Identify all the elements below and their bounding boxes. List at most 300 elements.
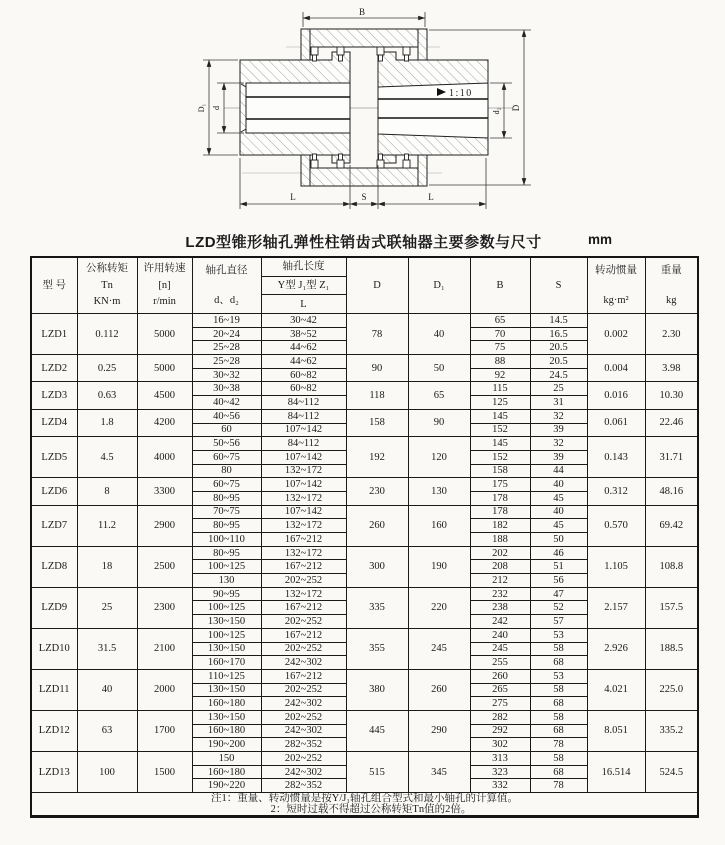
cell-bore-range: 130~150 <box>192 683 261 697</box>
speed-unit: r/min <box>153 296 176 308</box>
cell-inertia: 16.514 <box>587 752 645 793</box>
label-L-left: L <box>290 192 296 202</box>
cell-bore-range: 20~24 <box>192 327 261 341</box>
table-row-lzd12-sub1 <box>31 710 698 724</box>
table-footer <box>31 793 698 817</box>
cell-length-range: 132~172 <box>261 546 346 560</box>
title-row <box>30 228 697 254</box>
length-types: Y型 J₁型 Z₁ <box>262 276 346 295</box>
cell-B: 92 <box>470 368 530 382</box>
cell-model: LZD13 <box>31 752 77 793</box>
cell-weight: 31.71 <box>645 437 698 478</box>
col-header-weight <box>645 257 698 314</box>
cell-weight: 22.46 <box>645 409 698 436</box>
col-header-bore <box>192 257 261 314</box>
cell-bore-range: 80 <box>192 464 261 478</box>
cell-length-range: 84~112 <box>261 437 346 451</box>
cell-S: 50 <box>530 533 587 547</box>
cell-S: 56 <box>530 574 587 588</box>
pin-bottom-1 <box>311 154 318 168</box>
cell-B: 145 <box>470 409 530 423</box>
cell-S: 47 <box>530 587 587 601</box>
cell-bore-range: 130~150 <box>192 642 261 656</box>
label-B: B <box>358 7 366 17</box>
cell-inertia: 0.016 <box>587 382 645 409</box>
cell-length-range: 107~142 <box>261 450 346 464</box>
cell-length-range: 44~62 <box>261 341 346 355</box>
cell-torque: 0.63 <box>77 382 137 409</box>
table-row-lzd7-sub1 <box>31 505 698 519</box>
cell-B: 175 <box>470 478 530 492</box>
cell-B: 332 <box>470 779 530 793</box>
left-bore <box>246 83 350 133</box>
cell-weight: 225.0 <box>645 669 698 710</box>
cell-weight: 3.98 <box>645 355 698 382</box>
cell-B: 202 <box>470 546 530 560</box>
sleeve-top-cap-right <box>418 29 427 60</box>
cell-S: 68 <box>530 765 587 779</box>
cell-bore-range: 25~28 <box>192 355 261 369</box>
coupling-section-drawing <box>0 0 725 226</box>
cell-length-range: 242~302 <box>261 724 346 738</box>
cell-length-range: 202~252 <box>261 642 346 656</box>
cell-weight: 188.5 <box>645 628 698 669</box>
table-row-lzd3-sub1 <box>31 382 698 396</box>
cell-model: LZD9 <box>31 587 77 628</box>
cell-speed: 2300 <box>137 587 192 628</box>
cell-bore-range: 130~150 <box>192 615 261 629</box>
notes-cell <box>31 793 698 817</box>
table-row-lzd6-sub1 <box>31 478 698 492</box>
cell-speed: 4500 <box>137 382 192 409</box>
cell-S: 52 <box>530 601 587 615</box>
label-D1: D₁ <box>197 103 206 113</box>
cell-B: 240 <box>470 628 530 642</box>
cell-B: 323 <box>470 765 530 779</box>
cell-B: 178 <box>470 505 530 519</box>
cell-torque: 11.2 <box>77 505 137 546</box>
label-D: D <box>511 104 521 112</box>
cell-S: 78 <box>530 779 587 793</box>
col-header-inertia <box>587 257 645 314</box>
cell-bore-range: 50~56 <box>192 437 261 451</box>
cell-S: 24.5 <box>530 368 587 382</box>
cell-D: 300 <box>346 546 408 587</box>
cell-bore-range: 150 <box>192 752 261 766</box>
cell-D: 445 <box>346 710 408 751</box>
sleeve-bottom-cap-right <box>418 155 427 186</box>
cell-model: LZD1 <box>31 314 77 355</box>
cell-inertia: 0.061 <box>587 409 645 436</box>
cell-S: 58 <box>530 642 587 656</box>
cell-B: 208 <box>470 560 530 574</box>
cell-inertia: 4.021 <box>587 669 645 710</box>
cell-bore-range: 190~220 <box>192 779 261 793</box>
cell-model: LZD6 <box>31 478 77 505</box>
cell-bore-range: 60~75 <box>192 450 261 464</box>
cell-inertia: 8.051 <box>587 710 645 751</box>
cell-S: 32 <box>530 409 587 423</box>
cell-D: 158 <box>346 409 408 436</box>
cell-speed: 2900 <box>137 505 192 546</box>
cell-inertia: 0.143 <box>587 437 645 478</box>
cell-B: 238 <box>470 601 530 615</box>
cell-B: 152 <box>470 423 530 437</box>
cell-S: 51 <box>530 560 587 574</box>
cell-speed: 1500 <box>137 752 192 793</box>
cell-bore-range: 100~125 <box>192 560 261 574</box>
cell-bore-range: 80~95 <box>192 519 261 533</box>
pin-top-4 <box>403 47 410 61</box>
S-label: S <box>555 279 562 291</box>
pin-bottom-4 <box>403 154 410 168</box>
cell-B: 125 <box>470 396 530 410</box>
cell-D1: 50 <box>408 355 470 382</box>
cell-torque: 100 <box>77 752 137 793</box>
cell-torque: 1.8 <box>77 409 137 436</box>
cell-inertia: 0.312 <box>587 478 645 505</box>
table-body <box>31 314 698 793</box>
cell-bore-range: 100~110 <box>192 533 261 547</box>
cell-model: LZD12 <box>31 710 77 751</box>
speed-symbol: [n] <box>158 279 171 291</box>
cell-B: 260 <box>470 669 530 683</box>
cell-S: 16.5 <box>530 327 587 341</box>
cell-inertia: 1.105 <box>587 546 645 587</box>
cell-B: 242 <box>470 615 530 629</box>
length-title: 轴孔长度 <box>282 261 325 273</box>
cell-length-range: 242~302 <box>261 656 346 670</box>
cell-S: 44 <box>530 464 587 478</box>
cell-D1: 120 <box>408 437 470 478</box>
cell-S: 39 <box>530 423 587 437</box>
cell-speed: 4000 <box>137 437 192 478</box>
cell-speed: 1700 <box>137 710 192 751</box>
cell-inertia: 0.002 <box>587 314 645 355</box>
cell-B: 158 <box>470 464 530 478</box>
cell-model: LZD3 <box>31 382 77 409</box>
table-row-lzd9-sub1 <box>31 587 698 601</box>
cell-B: 265 <box>470 683 530 697</box>
unit-label: mm <box>588 232 613 247</box>
B-label: B <box>496 279 504 291</box>
cell-B: 75 <box>470 341 530 355</box>
cell-S: 68 <box>530 656 587 670</box>
cell-D: 335 <box>346 587 408 628</box>
cell-length-range: 167~212 <box>261 628 346 642</box>
cell-torque: 0.25 <box>77 355 137 382</box>
cell-length-range: 282~352 <box>261 779 346 793</box>
cell-S: 20.5 <box>530 355 587 369</box>
cell-model: LZD11 <box>31 669 77 710</box>
cell-B: 182 <box>470 519 530 533</box>
cell-D: 192 <box>346 437 408 478</box>
cell-weight: 10.30 <box>645 382 698 409</box>
cell-bore-range: 130~150 <box>192 710 261 724</box>
cell-weight: 524.5 <box>645 752 698 793</box>
cell-length-range: 242~302 <box>261 697 346 711</box>
table-row-lzd1-sub1 <box>31 314 698 328</box>
cell-D1: 65 <box>408 382 470 409</box>
cell-length-range: 44~62 <box>261 355 346 369</box>
note-2: 2：短时过载不得超过公称转矩Tn值的2倍。 <box>270 804 472 816</box>
inertia-title: 转动惯量 <box>595 265 637 276</box>
cell-bore-range: 60 <box>192 423 261 437</box>
label-d2: d₂ <box>492 107 501 115</box>
col-header-S <box>530 257 587 314</box>
cell-speed: 2000 <box>137 669 192 710</box>
cell-length-range: 202~252 <box>261 683 346 697</box>
cell-D: 90 <box>346 355 408 382</box>
cell-bore-range: 160~170 <box>192 656 261 670</box>
page-title: LZD型锥形轴孔弹性柱销齿式联轴器主要参数与尺寸 <box>185 234 542 251</box>
note-1: 注1：重量、转动惯量是按Y/J₁轴孔组合型式和最小轴孔的计算值。 <box>211 793 518 805</box>
cell-D1: 40 <box>408 314 470 355</box>
label-d: d <box>212 106 221 110</box>
cell-length-range: 60~82 <box>261 368 346 382</box>
cell-model: LZD2 <box>31 355 77 382</box>
cell-model: LZD8 <box>31 546 77 587</box>
cell-S: 58 <box>530 683 587 697</box>
cell-bore-range: 110~125 <box>192 669 261 683</box>
cell-S: 25 <box>530 382 587 396</box>
inertia-unit: kg·m² <box>603 294 629 306</box>
torque-symbol: Tn <box>101 279 113 291</box>
cell-B: 188 <box>470 533 530 547</box>
cell-D: 260 <box>346 505 408 546</box>
cell-model: LZD10 <box>31 628 77 669</box>
cell-D1: 90 <box>408 409 470 436</box>
cell-D1: 160 <box>408 505 470 546</box>
cell-model: LZD4 <box>31 409 77 436</box>
pin-top-1 <box>311 47 318 61</box>
cell-D1: 345 <box>408 752 470 793</box>
cell-length-range: 107~142 <box>261 505 346 519</box>
length-symbol: L <box>262 294 346 313</box>
cell-speed: 4200 <box>137 409 192 436</box>
coupling-drawing-area <box>0 0 725 226</box>
cell-bore-range: 25~28 <box>192 341 261 355</box>
cell-torque: 18 <box>77 546 137 587</box>
cell-B: 275 <box>470 697 530 711</box>
cell-B: 88 <box>470 355 530 369</box>
table-header <box>31 257 698 314</box>
cell-torque: 25 <box>77 587 137 628</box>
cell-bore-range: 80~95 <box>192 546 261 560</box>
cell-length-range: 282~352 <box>261 738 346 752</box>
bore-title: 轴孔直径 <box>205 265 248 276</box>
cell-S: 68 <box>530 724 587 738</box>
table-row-lzd2-sub1 <box>31 355 698 369</box>
speed-title: 许用转速 <box>143 263 186 275</box>
cell-D: 230 <box>346 478 408 505</box>
table-row-lzd11-sub1 <box>31 669 698 683</box>
cell-torque: 8 <box>77 478 137 505</box>
cell-S: 53 <box>530 669 587 683</box>
parameter-table <box>30 256 699 818</box>
cell-B: 70 <box>470 327 530 341</box>
cell-length-range: 242~302 <box>261 765 346 779</box>
cell-D1: 260 <box>408 669 470 710</box>
cell-model: LZD5 <box>31 437 77 478</box>
cell-D: 380 <box>346 669 408 710</box>
cell-speed: 2100 <box>137 628 192 669</box>
cell-S: 40 <box>530 478 587 492</box>
cell-D1: 190 <box>408 546 470 587</box>
col-header-torque <box>77 257 137 314</box>
table-row-lzd8-sub1 <box>31 546 698 560</box>
cell-B: 115 <box>470 382 530 396</box>
cell-weight: 335.2 <box>645 710 698 751</box>
label-L-right: L <box>428 192 434 202</box>
cell-length-range: 202~252 <box>261 615 346 629</box>
cell-torque: 40 <box>77 669 137 710</box>
col-header-D1 <box>408 257 470 314</box>
cell-B: 65 <box>470 314 530 328</box>
D1-label: D₁ <box>433 279 445 291</box>
col-header-length <box>261 257 346 314</box>
cell-D: 78 <box>346 314 408 355</box>
cell-D: 515 <box>346 752 408 793</box>
cell-length-range: 132~172 <box>261 464 346 478</box>
cell-torque: 63 <box>77 710 137 751</box>
cell-bore-range: 160~180 <box>192 697 261 711</box>
cell-bore-range: 90~95 <box>192 587 261 601</box>
cell-D1: 220 <box>408 587 470 628</box>
cell-inertia: 0.004 <box>587 355 645 382</box>
col-header-D <box>346 257 408 314</box>
col-header-model-label: 型 号 <box>42 279 67 291</box>
table-row-lzd10-sub1 <box>31 628 698 642</box>
sleeve-bottom-plate <box>301 168 427 186</box>
cell-bore-range: 130 <box>192 574 261 588</box>
cell-S: 46 <box>530 546 587 560</box>
cell-S: 20.5 <box>530 341 587 355</box>
sleeve-top-plate <box>301 29 427 47</box>
cell-weight: 48.16 <box>645 478 698 505</box>
cell-B: 302 <box>470 738 530 752</box>
col-header-B <box>470 257 530 314</box>
cell-length-range: 167~212 <box>261 669 346 683</box>
cell-S: 14.5 <box>530 314 587 328</box>
cell-length-range: 38~52 <box>261 327 346 341</box>
cell-speed: 5000 <box>137 314 192 355</box>
cell-torque: 31.5 <box>77 628 137 669</box>
cell-length-range: 167~212 <box>261 601 346 615</box>
cell-bore-range: 40~56 <box>192 409 261 423</box>
cell-bore-range: 70~75 <box>192 505 261 519</box>
cell-D1: 290 <box>408 710 470 751</box>
cell-bore-range: 60~75 <box>192 478 261 492</box>
cell-bore-range: 160~180 <box>192 765 261 779</box>
cell-B: 212 <box>470 574 530 588</box>
cell-bore-range: 30~38 <box>192 382 261 396</box>
col-header-speed <box>137 257 192 314</box>
cell-inertia: 2.926 <box>587 628 645 669</box>
cell-weight: 2.30 <box>645 314 698 355</box>
cell-length-range: 202~252 <box>261 710 346 724</box>
cell-B: 232 <box>470 587 530 601</box>
cell-S: 68 <box>530 697 587 711</box>
weight-unit: kg <box>666 294 677 306</box>
cell-bore-range: 100~125 <box>192 628 261 642</box>
cell-B: 255 <box>470 656 530 670</box>
cell-bore-range: 30~32 <box>192 368 261 382</box>
cell-B: 178 <box>470 491 530 505</box>
cell-B: 245 <box>470 642 530 656</box>
cell-D1: 245 <box>408 628 470 669</box>
cell-bore-range: 40~42 <box>192 396 261 410</box>
cell-speed: 3300 <box>137 478 192 505</box>
sleeve-bottom-cap-left <box>301 155 310 186</box>
cell-bore-range: 80~95 <box>192 491 261 505</box>
torque-title: 公称转矩 <box>86 263 128 275</box>
table-row-lzd4-sub1 <box>31 409 698 423</box>
col-header-model <box>31 257 77 314</box>
cell-bore-range: 16~19 <box>192 314 261 328</box>
cell-length-range: 202~252 <box>261 574 346 588</box>
cell-weight: 157.5 <box>645 587 698 628</box>
cell-speed: 5000 <box>137 355 192 382</box>
cell-inertia: 0.570 <box>587 505 645 546</box>
cell-B: 152 <box>470 450 530 464</box>
cell-inertia: 2.157 <box>587 587 645 628</box>
cell-D1: 130 <box>408 478 470 505</box>
weight-title: 重量 <box>660 265 682 276</box>
cell-length-range: 202~252 <box>261 752 346 766</box>
table-row-lzd5-sub1 <box>31 437 698 451</box>
cell-D: 118 <box>346 382 408 409</box>
cell-S: 57 <box>530 615 587 629</box>
cell-bore-range: 190~200 <box>192 738 261 752</box>
sleeve-top-cap-left <box>301 29 310 60</box>
cell-model: LZD7 <box>31 505 77 546</box>
cell-S: 32 <box>530 437 587 451</box>
cell-length-range: 167~212 <box>261 533 346 547</box>
cell-bore-range: 160~180 <box>192 724 261 738</box>
cell-B: 145 <box>470 437 530 451</box>
cell-weight: 69.42 <box>645 505 698 546</box>
cell-length-range: 132~172 <box>261 587 346 601</box>
cell-D: 355 <box>346 628 408 669</box>
cell-torque: 4.5 <box>77 437 137 478</box>
table-row-lzd13-sub1 <box>31 752 698 766</box>
cell-speed: 2500 <box>137 546 192 587</box>
cell-B: 282 <box>470 710 530 724</box>
cell-S: 39 <box>530 450 587 464</box>
cell-S: 45 <box>530 491 587 505</box>
cell-length-range: 107~142 <box>261 423 346 437</box>
cell-length-range: 84~112 <box>261 409 346 423</box>
cell-length-range: 167~212 <box>261 560 346 574</box>
cell-S: 40 <box>530 505 587 519</box>
cell-bore-range: 100~125 <box>192 601 261 615</box>
cell-S: 58 <box>530 710 587 724</box>
cell-length-range: 84~112 <box>261 396 346 410</box>
cell-torque: 0.112 <box>77 314 137 355</box>
label-S: S <box>361 192 367 202</box>
cell-S: 78 <box>530 738 587 752</box>
bore-symbol: d、d₂ <box>214 294 239 306</box>
cell-length-range: 132~172 <box>261 491 346 505</box>
cell-B: 292 <box>470 724 530 738</box>
taper-label: 1:10 <box>449 88 473 99</box>
cell-S: 31 <box>530 396 587 410</box>
cell-S: 45 <box>530 519 587 533</box>
cell-B: 313 <box>470 752 530 766</box>
cell-length-range: 107~142 <box>261 478 346 492</box>
D-label: D <box>373 279 381 291</box>
